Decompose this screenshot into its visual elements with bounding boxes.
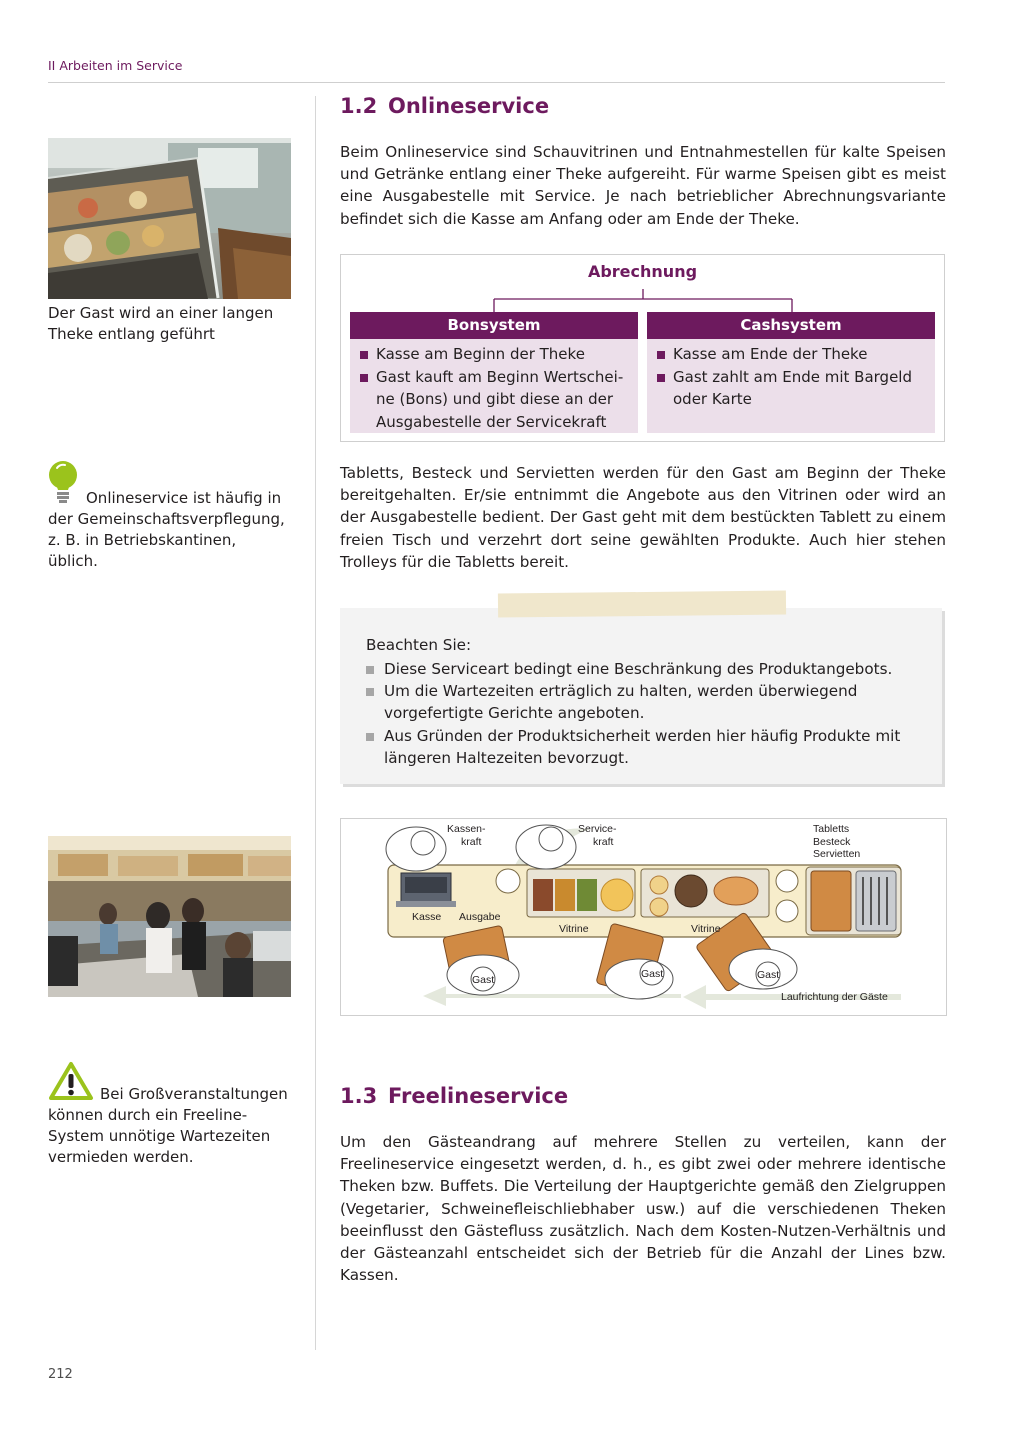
running-head: II Arbeiten im Service xyxy=(48,58,183,73)
warning-text xyxy=(48,1084,288,1168)
note-item: Aus Gründen der Produktsicherheit werden hier häufig Produkte mit längeren Haltezeiten bevorzugt. xyxy=(366,725,926,769)
onlineservice-intro: Beim Onlineservice sind Schauvitrinen und Entnahmestellen für kalte Speisen und Getränke entlang einer Theke aufgereiht. Für warme Speisen gibt es meist eine Ausgabestelle mit Service. Je nach betrieblicher Abrechnungsvariante befindet sich die Kasse am Anfang oder am Ende der Theke. xyxy=(340,143,946,228)
label-ausgabe: Ausgabe xyxy=(459,911,501,923)
counter-diagram xyxy=(340,818,947,1016)
bonsystem-item: Gast kauft am Beginn Wertschei-ne (Bons) und gibt diese an der Ausgabestelle der Servicekraft xyxy=(358,366,630,434)
label-kassenkraft-1: Kassen- xyxy=(447,823,486,835)
tip-text xyxy=(48,488,288,572)
label-gast-1: Gast xyxy=(472,974,495,986)
bonsystem-item: Kasse am Beginn der Theke xyxy=(358,343,630,366)
cashsystem-column xyxy=(647,312,935,433)
label-vitrine-2: Vitrine xyxy=(691,923,721,935)
note-intro: Beachten Sie: xyxy=(366,636,472,654)
note-item: Diese Serviceart bedingt eine Beschränkung des Produktangebots. xyxy=(366,658,926,680)
label-servietten: Servietten xyxy=(813,848,861,860)
photo-display-counter xyxy=(48,138,291,299)
tip-text-content: Onlineservice ist häufig in der Gemeinschaftsverpflegung, z. B. in Betriebskantinen, üblich. xyxy=(48,489,285,570)
cashsystem-item: Gast zahlt am Ende mit Bargeld oder Karte xyxy=(655,366,927,411)
section-number: 1.2 xyxy=(340,94,378,118)
note-card xyxy=(340,608,942,784)
photo-canteen xyxy=(48,836,291,997)
bonsystem-title: Bonsystem xyxy=(350,312,638,339)
label-gast-3: Gast xyxy=(757,969,780,981)
label-vitrine-1: Vitrine xyxy=(559,923,589,935)
label-servicekraft-2: kraft xyxy=(593,836,614,848)
abrechnung-box xyxy=(340,254,945,442)
label-laufrichtung: Laufrichtung der Gäste xyxy=(781,991,888,1003)
abrechnung-title: Abrechnung xyxy=(587,262,698,281)
header-divider xyxy=(48,82,945,83)
freelineservice-paragraph: Um den Gästeandrang auf mehrere Stellen zu verteilen, kann der Freelineservice eingesetzt werden, d. h., es gibt zwei oder mehrere identische Theken bzw. Buffets. Die Verteilung der Hauptgerichte gemäß den Zielgruppen (Vegetarier, Schweinefleischliebhaber usw.) auf die verschiedenen Theken beeinflusst den Gästefluss zusätzlich. Nach dem Kosten-Nutzen-Verhältnis und der Gästeanzahl entscheidet sich der Betrieb für die Anzahl der Lines bzw. Kassen. xyxy=(340,1133,946,1285)
warning-text-content: Bei Großveranstaltungen können durch ein Freeline-System unnötige Wartezeiten vermieden werden. xyxy=(48,1085,288,1166)
bonsystem-column xyxy=(350,312,638,433)
note-item: Um die Wartezeiten erträglich zu halten, werden überwiegend vorgefertigte Gerichte angeboten. xyxy=(366,680,926,724)
label-kassenkraft-2: kraft xyxy=(461,836,482,848)
label-gast-2: Gast xyxy=(641,968,664,980)
section-title: Freelineservice xyxy=(388,1084,569,1108)
section-title: Onlineservice xyxy=(388,94,550,118)
label-tabletts: Tabletts xyxy=(813,823,850,835)
abrechnung-connector xyxy=(341,255,946,315)
photo1-caption: Der Gast wird an einer langen Theke entlang geführt xyxy=(48,304,274,343)
section-number: 1.3 xyxy=(340,1084,378,1108)
section-heading-freelineservice xyxy=(340,1084,568,1108)
cashsystem-title: Cashsystem xyxy=(647,312,935,339)
label-servicekraft-1: Service- xyxy=(578,823,617,835)
page-number: 212 xyxy=(48,1367,73,1382)
label-kasse: Kasse xyxy=(412,911,442,923)
tape-strip xyxy=(498,590,786,617)
cashsystem-item: Kasse am Ende der Theke xyxy=(655,343,927,366)
column-divider xyxy=(315,96,316,1350)
section-heading-onlineservice xyxy=(340,94,549,118)
onlineservice-paragraph: Tabletts, Besteck und Servietten werden für den Gast am Beginn der Theke bereitgehalten. Er/sie entnimmt die Angebote aus den Vitrinen oder wird an der Ausgabestelle bedient. Der Gast geht mit dem bestückten Tablett zu einem freien Tisch und verzehrt dort seine gewählten Produkte. Auch hier stehen Trolleys für die Tabletts bereit. xyxy=(340,464,946,571)
label-besteck: Besteck xyxy=(813,836,851,848)
